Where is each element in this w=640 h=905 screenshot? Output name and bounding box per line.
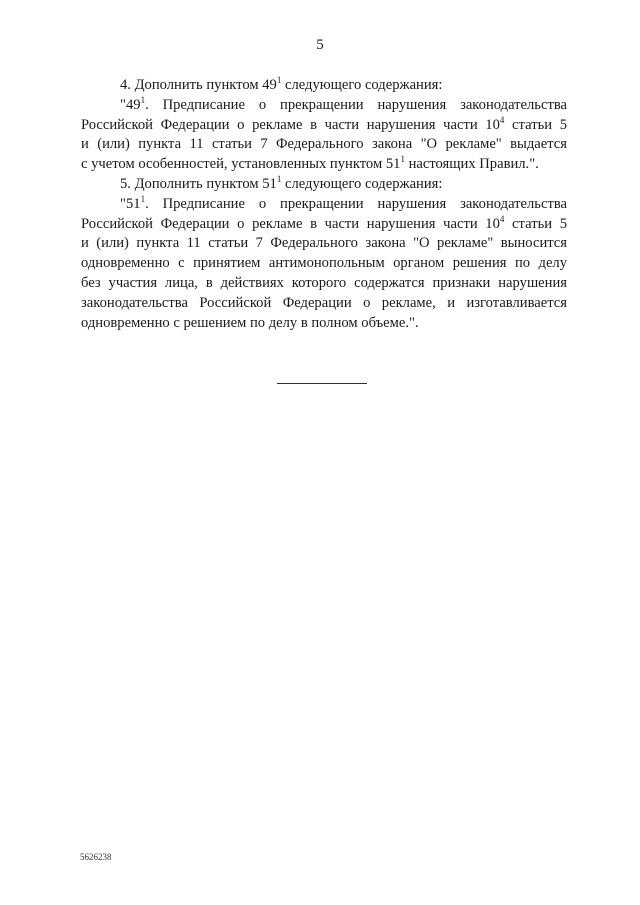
document-code: 5626238 bbox=[80, 852, 112, 862]
text-line: одновременно с принятием антимонопольным органом решения по делу bbox=[81, 255, 567, 272]
superscript: 1 bbox=[400, 154, 405, 165]
text-line: и (или) пункта 11 статьи 7 Федерального закона "О рекламе" выносится bbox=[81, 235, 567, 252]
page-number: 5 bbox=[316, 37, 324, 53]
superscript: 4 bbox=[499, 213, 505, 224]
text-fragment: 4. Дополнить пунктом 49 bbox=[120, 77, 277, 93]
text-line bbox=[81, 195, 567, 215]
superscript: 1 bbox=[140, 94, 146, 105]
text-fragment: статьи 5 bbox=[504, 215, 567, 232]
text-line: одновременно с решением по делу в полном объеме.". bbox=[81, 314, 419, 331]
text-fragment: 5. Дополнить пунктом 51 bbox=[120, 175, 277, 192]
text-line bbox=[81, 116, 567, 136]
text-fragment: следующего содержания: bbox=[281, 77, 443, 93]
superscript: 1 bbox=[140, 193, 146, 204]
text-line bbox=[81, 175, 567, 195]
text-line bbox=[81, 215, 567, 235]
text-line: и (или) пункта 11 статьи 7 Федерального закона "О рекламе" выдается bbox=[81, 136, 567, 153]
text-fragment: "51 bbox=[120, 195, 141, 212]
text-fragment: "49 bbox=[120, 96, 141, 113]
superscript: 1 bbox=[276, 173, 282, 184]
text-line: законодательства Российской Федерации о рекламе, и изготавливается bbox=[81, 294, 567, 311]
superscript: 1 bbox=[276, 75, 282, 85]
text-line: без участия лица, в действиях которого содержатся признаки нарушения bbox=[81, 274, 567, 291]
text-line bbox=[81, 76, 567, 96]
text-fragment: . Предписание о прекращении нарушения законодательства bbox=[145, 195, 567, 212]
paragraph-item-4 bbox=[81, 76, 567, 96]
text-fragment: Российской Федерации о рекламе в части нарушения части 10 bbox=[81, 215, 500, 232]
superscript: 4 bbox=[499, 114, 505, 125]
section-separator-line bbox=[277, 383, 367, 384]
text-fragment: . Предписание о прекращении нарушения законодательства bbox=[145, 96, 567, 113]
text-fragment: настоящих Правил.". bbox=[404, 156, 539, 173]
text-line bbox=[81, 96, 567, 116]
text-fragment: статьи 5 bbox=[504, 116, 567, 133]
paragraph-quote-49-1 bbox=[81, 96, 567, 175]
paragraph-item-5 bbox=[81, 175, 567, 195]
text-fragment: следующего содержания: bbox=[281, 175, 443, 192]
paragraph-quote-51-1 bbox=[81, 195, 567, 334]
text-fragment: Российской Федерации о рекламе в части нарушения части 10 bbox=[81, 116, 500, 133]
text-fragment: с учетом особенностей, установленных пунктом 51 bbox=[81, 156, 401, 173]
text-line bbox=[81, 155, 567, 175]
document-body bbox=[81, 76, 567, 333]
